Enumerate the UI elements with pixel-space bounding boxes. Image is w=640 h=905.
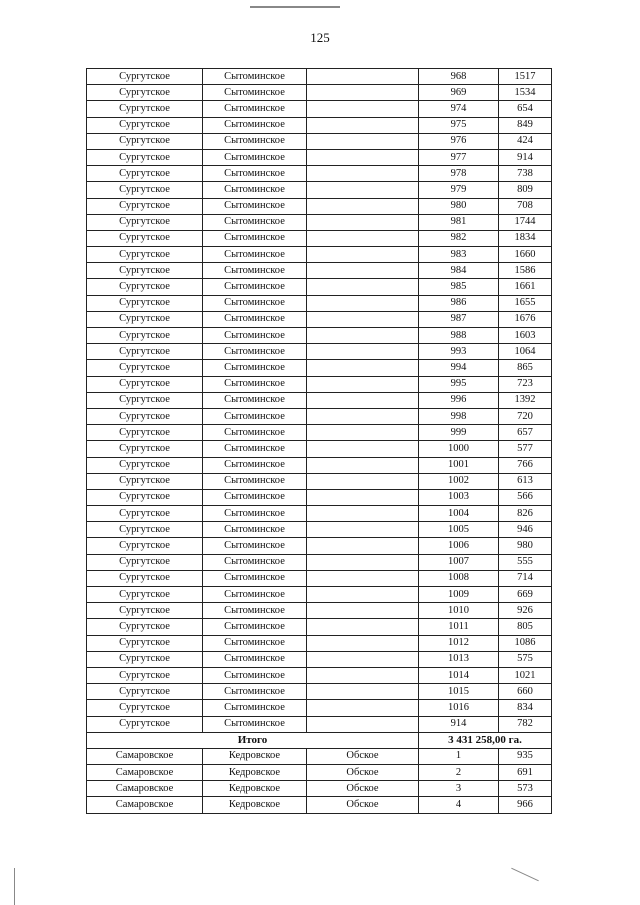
quarter-cell: 995 — [419, 376, 499, 392]
district-cell: Сургутское — [87, 247, 203, 263]
quarter-cell: 986 — [419, 295, 499, 311]
section-cell — [307, 506, 419, 522]
forestry-cell: Сытоминское — [203, 182, 307, 198]
area-cell: 720 — [499, 408, 552, 424]
quarter-cell: 984 — [419, 263, 499, 279]
district-cell: Сургутское — [87, 700, 203, 716]
section-cell — [307, 344, 419, 360]
area-cell: 424 — [499, 133, 552, 149]
area-cell: 1392 — [499, 392, 552, 408]
table-row — [87, 635, 552, 651]
table-row — [87, 392, 552, 408]
area-cell: 654 — [499, 101, 552, 117]
total-row — [87, 732, 552, 748]
table-row — [87, 684, 552, 700]
table-row — [87, 360, 552, 376]
quarter-cell: 968 — [419, 69, 499, 85]
district-cell: Сургутское — [87, 425, 203, 441]
section-cell: Обское — [307, 765, 419, 781]
table-row — [87, 263, 552, 279]
area-cell: 577 — [499, 441, 552, 457]
forestry-cell: Сытоминское — [203, 295, 307, 311]
area-cell: 669 — [499, 587, 552, 603]
section-cell — [307, 263, 419, 279]
forestry-cell: Сытоминское — [203, 344, 307, 360]
district-cell: Сургутское — [87, 149, 203, 165]
forestry-cell: Сытоминское — [203, 554, 307, 570]
scan-artifact-top — [250, 6, 340, 8]
quarter-cell: 1008 — [419, 570, 499, 586]
section-cell — [307, 554, 419, 570]
forestry-cell: Сытоминское — [203, 635, 307, 651]
area-cell: 1534 — [499, 85, 552, 101]
table-row — [87, 408, 552, 424]
table-row — [87, 781, 552, 797]
forestry-cell: Сытоминское — [203, 441, 307, 457]
district-cell: Самаровское — [87, 765, 203, 781]
table-row — [87, 311, 552, 327]
district-cell: Сургутское — [87, 489, 203, 505]
forestry-cell: Сытоминское — [203, 425, 307, 441]
forestry-cell: Сытоминское — [203, 230, 307, 246]
section-cell — [307, 522, 419, 538]
quarter-cell: 975 — [419, 117, 499, 133]
table-row — [87, 667, 552, 683]
forestry-cell: Сытоминское — [203, 392, 307, 408]
area-cell: 1661 — [499, 279, 552, 295]
district-cell: Сургутское — [87, 408, 203, 424]
table-row — [87, 376, 552, 392]
section-cell — [307, 651, 419, 667]
table-row — [87, 85, 552, 101]
table-row — [87, 765, 552, 781]
district-cell: Сургутское — [87, 101, 203, 117]
district-cell: Сургутское — [87, 587, 203, 603]
quarter-cell: 979 — [419, 182, 499, 198]
section-cell — [307, 376, 419, 392]
quarter-cell: 1006 — [419, 538, 499, 554]
district-cell: Сургутское — [87, 651, 203, 667]
section-cell — [307, 441, 419, 457]
forestry-cell: Сытоминское — [203, 198, 307, 214]
area-cell: 657 — [499, 425, 552, 441]
quarter-cell: 3 — [419, 781, 499, 797]
section-cell — [307, 295, 419, 311]
section-cell — [307, 667, 419, 683]
section-cell — [307, 117, 419, 133]
quarter-cell: 999 — [419, 425, 499, 441]
forestry-cell: Сытоминское — [203, 716, 307, 732]
district-cell: Сургутское — [87, 392, 203, 408]
area-cell: 613 — [499, 473, 552, 489]
section-cell — [307, 700, 419, 716]
forestry-cell: Сытоминское — [203, 133, 307, 149]
area-cell: 708 — [499, 198, 552, 214]
area-cell: 782 — [499, 716, 552, 732]
area-cell: 849 — [499, 117, 552, 133]
district-cell: Сургутское — [87, 457, 203, 473]
district-cell: Сургутское — [87, 117, 203, 133]
forestry-cell: Сытоминское — [203, 489, 307, 505]
section-cell — [307, 230, 419, 246]
quarter-cell: 998 — [419, 408, 499, 424]
section-cell — [307, 133, 419, 149]
forestry-cell: Сытоминское — [203, 376, 307, 392]
table-row — [87, 570, 552, 586]
forestry-cell: Сытоминское — [203, 166, 307, 182]
quarter-cell: 987 — [419, 311, 499, 327]
quarter-cell: 1001 — [419, 457, 499, 473]
quarter-cell: 988 — [419, 328, 499, 344]
quarter-cell: 1013 — [419, 651, 499, 667]
forestry-cell: Сытоминское — [203, 522, 307, 538]
section-cell — [307, 198, 419, 214]
area-cell: 966 — [499, 797, 552, 813]
district-cell: Самаровское — [87, 797, 203, 813]
forestry-cell: Сытоминское — [203, 684, 307, 700]
table-row — [87, 166, 552, 182]
quarter-cell: 982 — [419, 230, 499, 246]
district-cell: Сургутское — [87, 473, 203, 489]
area-cell: 1744 — [499, 214, 552, 230]
area-cell: 980 — [499, 538, 552, 554]
district-cell: Сургутское — [87, 133, 203, 149]
table-row — [87, 587, 552, 603]
area-cell: 575 — [499, 651, 552, 667]
forestry-cell: Кедровское — [203, 781, 307, 797]
table-row — [87, 748, 552, 764]
quarter-cell: 981 — [419, 214, 499, 230]
table-row — [87, 133, 552, 149]
forestry-cell: Сытоминское — [203, 506, 307, 522]
quarter-cell: 1003 — [419, 489, 499, 505]
quarter-cell: 1014 — [419, 667, 499, 683]
district-cell: Сургутское — [87, 166, 203, 182]
table-row — [87, 117, 552, 133]
section-cell — [307, 408, 419, 424]
section-cell — [307, 603, 419, 619]
area-cell: 723 — [499, 376, 552, 392]
area-cell: 660 — [499, 684, 552, 700]
area-cell: 1655 — [499, 295, 552, 311]
district-cell: Сургутское — [87, 684, 203, 700]
table-row — [87, 182, 552, 198]
section-cell: Обское — [307, 797, 419, 813]
table-row — [87, 295, 552, 311]
forestry-cell: Сытоминское — [203, 538, 307, 554]
page-number: 125 — [310, 30, 330, 45]
district-cell: Сургутское — [87, 554, 203, 570]
table-row — [87, 457, 552, 473]
section-cell — [307, 279, 419, 295]
table-row — [87, 101, 552, 117]
quarter-cell: 994 — [419, 360, 499, 376]
quarter-cell: 969 — [419, 85, 499, 101]
area-cell: 805 — [499, 619, 552, 635]
forestry-cell: Сытоминское — [203, 85, 307, 101]
area-cell: 826 — [499, 506, 552, 522]
district-cell: Сургутское — [87, 344, 203, 360]
table-row — [87, 797, 552, 813]
section-cell — [307, 489, 419, 505]
table-row — [87, 149, 552, 165]
quarter-cell: 977 — [419, 149, 499, 165]
forestry-cell: Сытоминское — [203, 619, 307, 635]
area-cell: 738 — [499, 166, 552, 182]
quarter-cell: 2 — [419, 765, 499, 781]
district-cell: Сургутское — [87, 376, 203, 392]
quarter-cell: 1000 — [419, 441, 499, 457]
forestry-cell: Сытоминское — [203, 570, 307, 586]
scan-artifact-left — [14, 868, 15, 905]
district-cell: Самаровское — [87, 748, 203, 764]
forestry-cell: Сытоминское — [203, 667, 307, 683]
section-cell — [307, 619, 419, 635]
forestry-cell: Сытоминское — [203, 247, 307, 263]
area-cell: 691 — [499, 765, 552, 781]
district-cell: Сургутское — [87, 295, 203, 311]
table-row — [87, 506, 552, 522]
table-row — [87, 69, 552, 85]
district-cell: Сургутское — [87, 570, 203, 586]
area-cell: 1086 — [499, 635, 552, 651]
district-cell: Сургутское — [87, 506, 203, 522]
total-label: Итого — [87, 732, 419, 748]
area-cell: 1603 — [499, 328, 552, 344]
table-row — [87, 230, 552, 246]
quarter-cell: 1007 — [419, 554, 499, 570]
forestry-cell: Сытоминское — [203, 328, 307, 344]
forestry-cell: Сытоминское — [203, 279, 307, 295]
area-cell: 1660 — [499, 247, 552, 263]
section-cell — [307, 166, 419, 182]
section-cell — [307, 457, 419, 473]
area-cell: 809 — [499, 182, 552, 198]
section-cell — [307, 473, 419, 489]
area-cell: 1834 — [499, 230, 552, 246]
quarter-cell: 1010 — [419, 603, 499, 619]
area-cell: 834 — [499, 700, 552, 716]
section-cell — [307, 182, 419, 198]
section-cell: Обское — [307, 781, 419, 797]
quarter-cell: 1012 — [419, 635, 499, 651]
district-cell: Сургутское — [87, 198, 203, 214]
area-cell: 935 — [499, 748, 552, 764]
table-row — [87, 328, 552, 344]
quarter-cell: 983 — [419, 247, 499, 263]
district-cell: Сургутское — [87, 85, 203, 101]
quarter-cell: 978 — [419, 166, 499, 182]
section-cell — [307, 635, 419, 651]
table-row — [87, 198, 552, 214]
table-row — [87, 603, 552, 619]
quarter-cell: 1 — [419, 748, 499, 764]
forestry-cell: Сытоминское — [203, 408, 307, 424]
section-cell: Обское — [307, 748, 419, 764]
quarter-cell: 985 — [419, 279, 499, 295]
district-cell: Сургутское — [87, 230, 203, 246]
quarter-cell: 1015 — [419, 684, 499, 700]
forestry-cell: Сытоминское — [203, 101, 307, 117]
quarter-cell: 974 — [419, 101, 499, 117]
district-cell: Сургутское — [87, 619, 203, 635]
district-cell: Самаровское — [87, 781, 203, 797]
forestry-cell: Сытоминское — [203, 603, 307, 619]
quarter-cell: 1009 — [419, 587, 499, 603]
table-row — [87, 489, 552, 505]
quarter-cell: 980 — [419, 198, 499, 214]
area-cell: 1676 — [499, 311, 552, 327]
district-cell: Сургутское — [87, 603, 203, 619]
district-cell: Сургутское — [87, 279, 203, 295]
area-cell: 1021 — [499, 667, 552, 683]
forestry-cell: Сытоминское — [203, 457, 307, 473]
section-cell — [307, 392, 419, 408]
section-cell — [307, 311, 419, 327]
quarter-cell: 996 — [419, 392, 499, 408]
area-cell: 946 — [499, 522, 552, 538]
section-cell — [307, 716, 419, 732]
section-cell — [307, 360, 419, 376]
table-row — [87, 716, 552, 732]
register-table — [86, 68, 552, 814]
quarter-cell: 4 — [419, 797, 499, 813]
table-row — [87, 538, 552, 554]
district-cell: Сургутское — [87, 182, 203, 198]
section-cell — [307, 149, 419, 165]
table-row — [87, 700, 552, 716]
district-cell: Сургутское — [87, 522, 203, 538]
section-cell — [307, 69, 419, 85]
district-cell: Сургутское — [87, 635, 203, 651]
district-cell: Сургутское — [87, 538, 203, 554]
quarter-cell: 1016 — [419, 700, 499, 716]
forestry-cell: Сытоминское — [203, 214, 307, 230]
forestry-cell: Сытоминское — [203, 651, 307, 667]
forestry-cell: Кедровское — [203, 748, 307, 764]
forestry-cell: Кедровское — [203, 797, 307, 813]
district-cell: Сургутское — [87, 360, 203, 376]
area-cell: 1586 — [499, 263, 552, 279]
table-row — [87, 473, 552, 489]
quarter-cell: 976 — [419, 133, 499, 149]
section-cell — [307, 587, 419, 603]
area-cell: 566 — [499, 489, 552, 505]
forestry-cell: Кедровское — [203, 765, 307, 781]
section-cell — [307, 85, 419, 101]
section-cell — [307, 570, 419, 586]
section-cell — [307, 684, 419, 700]
section-cell — [307, 425, 419, 441]
forestry-cell: Сытоминское — [203, 311, 307, 327]
area-cell: 714 — [499, 570, 552, 586]
table-row — [87, 425, 552, 441]
area-cell: 914 — [499, 149, 552, 165]
table-row — [87, 554, 552, 570]
area-cell: 766 — [499, 457, 552, 473]
scan-artifact-bottom — [511, 868, 539, 882]
quarter-cell: 1002 — [419, 473, 499, 489]
area-cell: 865 — [499, 360, 552, 376]
table-row — [87, 619, 552, 635]
table-row — [87, 441, 552, 457]
district-cell: Сургутское — [87, 69, 203, 85]
district-cell: Сургутское — [87, 328, 203, 344]
total-value: 3 431 258,00 га. — [419, 732, 552, 748]
quarter-cell: 1005 — [419, 522, 499, 538]
forestry-cell: Сытоминское — [203, 263, 307, 279]
area-cell: 1064 — [499, 344, 552, 360]
forestry-cell: Сытоминское — [203, 117, 307, 133]
district-cell: Сургутское — [87, 311, 203, 327]
area-cell: 926 — [499, 603, 552, 619]
forestry-cell: Сытоминское — [203, 473, 307, 489]
area-cell: 555 — [499, 554, 552, 570]
district-cell: Сургутское — [87, 214, 203, 230]
quarter-cell: 1004 — [419, 506, 499, 522]
table-row — [87, 344, 552, 360]
section-cell — [307, 538, 419, 554]
forestry-cell: Сытоминское — [203, 149, 307, 165]
forestry-cell: Сытоминское — [203, 69, 307, 85]
district-cell: Сургутское — [87, 667, 203, 683]
district-cell: Сургутское — [87, 441, 203, 457]
forestry-cell: Сытоминское — [203, 587, 307, 603]
area-cell: 573 — [499, 781, 552, 797]
forestry-cell: Сытоминское — [203, 700, 307, 716]
table-row — [87, 522, 552, 538]
section-cell — [307, 247, 419, 263]
district-cell: Сургутское — [87, 263, 203, 279]
table-row — [87, 651, 552, 667]
table-row — [87, 279, 552, 295]
table-row — [87, 214, 552, 230]
quarter-cell: 914 — [419, 716, 499, 732]
section-cell — [307, 328, 419, 344]
quarter-cell: 993 — [419, 344, 499, 360]
forestry-cell: Сытоминское — [203, 360, 307, 376]
district-cell: Сургутское — [87, 716, 203, 732]
section-cell — [307, 101, 419, 117]
section-cell — [307, 214, 419, 230]
quarter-cell: 1011 — [419, 619, 499, 635]
area-cell: 1517 — [499, 69, 552, 85]
table-row — [87, 247, 552, 263]
